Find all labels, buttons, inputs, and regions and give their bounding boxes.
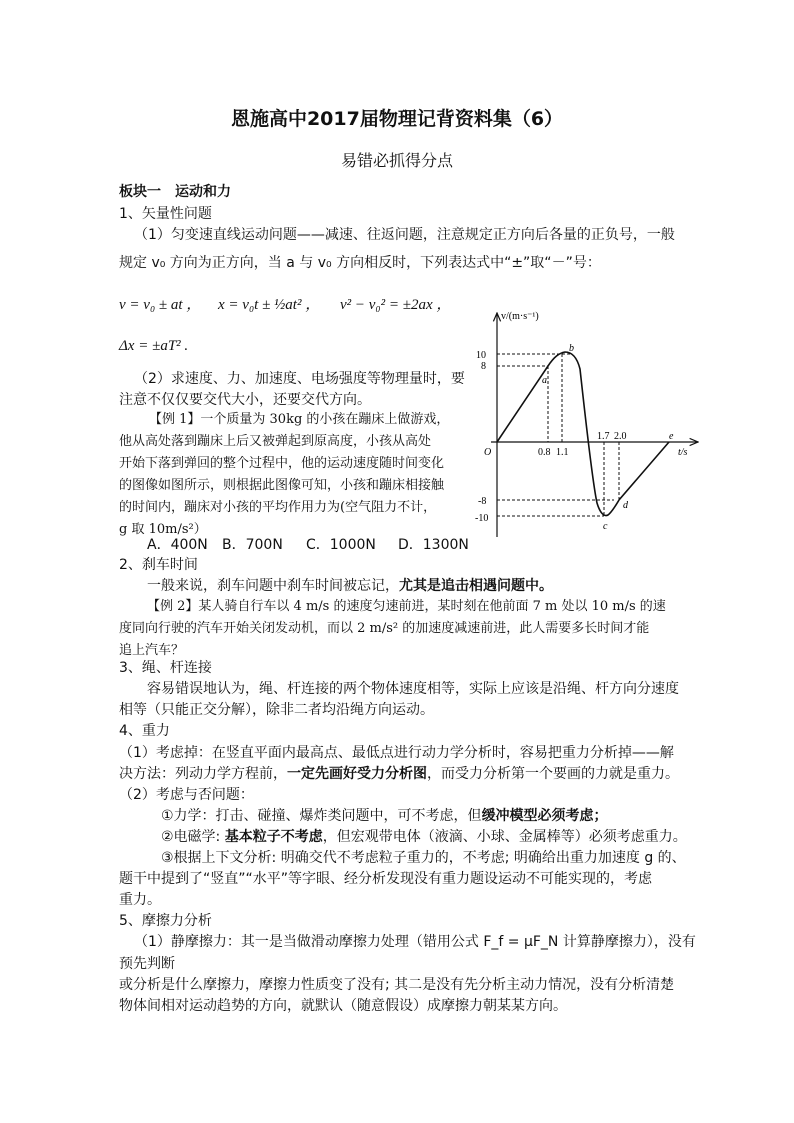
item4-subitem2: [161, 827, 687, 847]
x-tick-label: 1.7: [597, 431, 610, 442]
formula-velocity: v = v₀ ± at ，: [119, 297, 202, 313]
velocity-curve: [497, 352, 669, 516]
velocity-time-graph: [466, 305, 706, 540]
item4-sub2-text: ，但宏观带电体（液滴、小球、金属棒等）必须考虑重力。: [322, 829, 687, 845]
option-a: A．400N: [147, 537, 208, 553]
example1-line: 他从高处落到蹦床上后又被弹起到原高度，小孩从高处: [119, 434, 432, 449]
example2-line: 度同向行驶的汽车开始关闭发动机，而以 2 m/s² 的加速度减速前进，此人需要多长时间才能: [119, 621, 650, 636]
y-tick-label: -8: [478, 496, 487, 507]
item3-title: 3、绳、杆连接: [119, 660, 212, 676]
item2-title: 2、刹车时间: [119, 557, 198, 573]
item4-paragraph1-line2: [119, 764, 679, 784]
point-label: a: [542, 375, 547, 386]
y-tick-label: 10: [476, 350, 486, 361]
formula-velocity-squared: v² − v₀² = ±2ax ，: [340, 297, 452, 313]
point-label: e: [669, 431, 674, 442]
item3-paragraph-line2: 相等（只能正交分解），除非二者均沿绳方向运动。: [119, 702, 434, 718]
formula-displacement: x = v₀t ± ½at² ，: [218, 297, 321, 313]
x-axis-label: t/s: [678, 447, 688, 458]
option-d: D．1300N: [398, 537, 469, 553]
item4-emphasis: 一定先画好受力分析图: [287, 766, 427, 782]
point-label: c: [603, 521, 608, 532]
item2-text: 一般来说，刹车问题中刹车时间被忘记，: [147, 578, 399, 594]
item4-sub2-emphasis: 基本粒子不考虑: [224, 829, 323, 845]
formula-delta-x: Δx = ±aT² .: [119, 338, 189, 354]
example1-line: 【例 1】一个质量为 30kg 的小孩在蹦床上做游戏，: [149, 412, 450, 427]
item4-paragraph2: （2）考虑与否问题：: [119, 787, 254, 803]
x-tick-label: 1.1: [556, 447, 569, 458]
example1-line: 的图像如图所示，则根据此图像可知，小孩和蹦床相接触: [119, 478, 445, 493]
y-tick-label: -10: [475, 513, 489, 524]
item1-paragraph2-line2: 注意不仅仅要交代大小，还要交代方向。: [119, 392, 371, 408]
item4-subitem3-line3: 重力。: [119, 892, 161, 908]
item5-paragraph-line2: 预先判断: [119, 956, 175, 972]
x-tick-label: 2.0: [614, 431, 627, 442]
item3-paragraph-line1: 容易错误地认为，绳、杆连接的两个物体速度相等，实际上应该是沿绳、杆方向分速度: [147, 681, 679, 697]
item4-subitem3-line1: ③根据上下文分析: 明确交代不考虑粒子重力的，不考虑; 明确给出重力加速度 g 的、: [161, 850, 686, 866]
example1: [119, 409, 464, 541]
item5-paragraph-line3: 或分析是什么摩擦力，摩擦力性质变了没有; 其二是没有先分析主动力情况，没有分析清楚: [119, 977, 675, 993]
y-tick-label: 8: [481, 361, 486, 372]
item5-paragraph-line1: （1）静摩擦力：其一是当做滑动摩擦力处理（错用公式 F_f = μF_N 计算静摩擦力），没有: [134, 934, 696, 950]
item2-paragraph: [147, 576, 553, 596]
item1-paragraph1-line1: （1）匀变速直线运动问题——减速、往返问题，注意规定正方向后各量的正负号，一般: [134, 227, 675, 243]
example1-line: 开始下落到弹回的整个过程中，他的运动速度随时间变化: [119, 456, 445, 471]
item2-emphasis: 尤其是追击相遇问题中。: [399, 578, 553, 594]
y-axis-label: v/(m·s⁻¹): [501, 311, 539, 322]
example2-line: 追上汽车？: [119, 643, 185, 658]
item4-text: ，而受力分析第一个要画的力就是重力。: [427, 766, 679, 782]
item1-paragraph1-line2: 规定 v₀ 方向为正方向，当 a 与 v₀ 方向相反时，下列表达式中“±”取“－”号：: [119, 255, 601, 271]
item4-sub2-text: ②电磁学:: [161, 829, 225, 845]
item5-title: 5、摩擦力分析: [119, 913, 212, 929]
document-subtitle: 易错必抓得分点: [340, 151, 453, 170]
item5-paragraph-line4: 物体间相对运动趋势的方向，就默认（随意假设）成摩擦力朝某某方向。: [119, 998, 567, 1014]
example2: [119, 596, 679, 662]
item4-subitem1: [161, 806, 608, 826]
item1-paragraph2-line1: （2）求速度、力、加速度、电场强度等物理量时，要: [134, 371, 465, 387]
item4-sub1-emphasis: 缓冲模型必须考虑；: [481, 808, 608, 824]
example1-line: 的时间内，蹦床对小孩的平均作用力为(空气阻力不计，: [119, 500, 437, 515]
item4-sub1-text: ①力学：打击、碰撞、爆炸类问题中，可不考虑，但: [161, 808, 482, 824]
example1-line: g 取 10m/s²）: [119, 522, 207, 537]
item4-text: 决方法：列动力学方程前，: [119, 766, 287, 782]
option-b: B．700N: [222, 537, 283, 553]
item4-title: 4、重力: [119, 723, 170, 739]
section-heading: 板块一 运动和力: [119, 184, 231, 200]
example2-line: 【例 2】某人骑自行车以 4 m/s 的速度匀速前进，某时刻在他前面 7 m 处以 10 m/s 的速: [147, 599, 666, 614]
item4-paragraph1-line1: （1）考虑掉：在竖直平面内最高点、最低点进行动力学分析时，容易把重力分析掉——解: [119, 745, 674, 761]
item1-title: 1、矢量性问题: [119, 206, 212, 222]
item4-subitem3-line2: 题干中提到了“竖直”“水平”等字眼、经分析发现没有重力题设运动不可能实现的，考虑: [119, 871, 653, 887]
point-label: d: [623, 500, 628, 511]
document-title: 恩施高中2017届物理记背资料集（6）: [230, 108, 564, 130]
option-c: C．1000N: [306, 537, 376, 553]
point-label: b: [569, 343, 574, 354]
x-tick-label: 0.8: [538, 447, 551, 458]
origin-label: O: [484, 447, 492, 458]
